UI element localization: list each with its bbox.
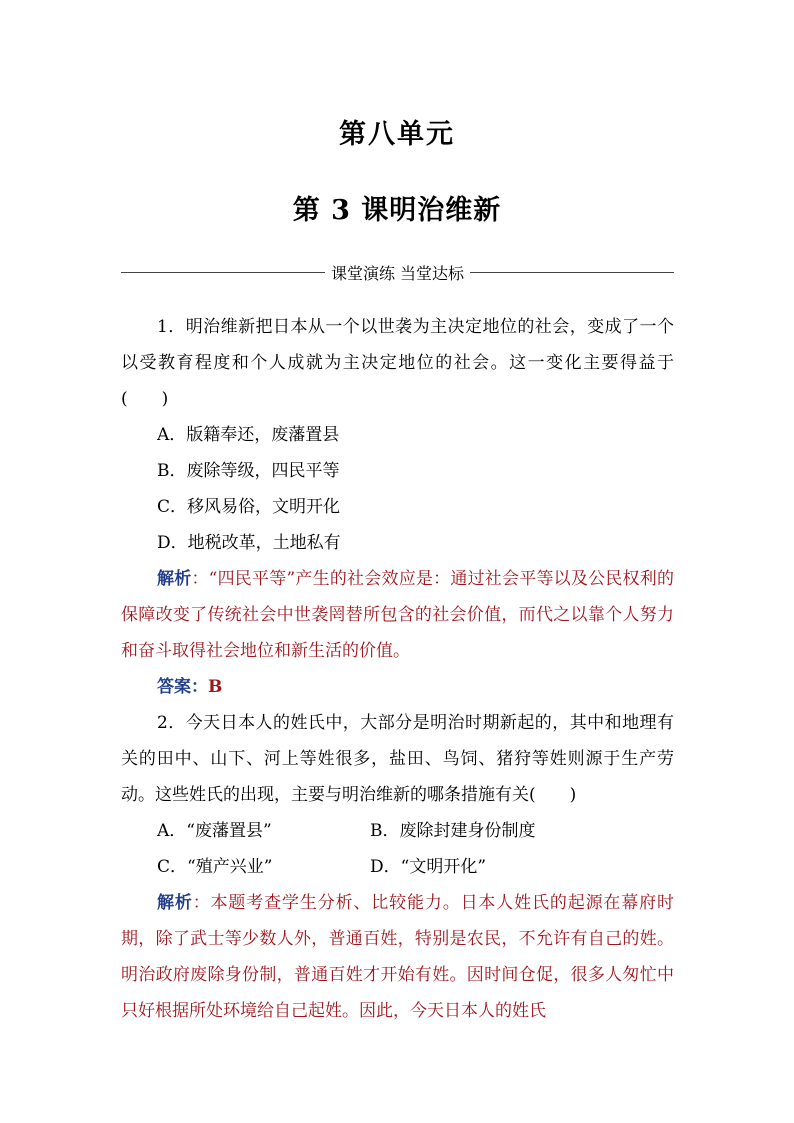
question-1-stem: 1．明治维新把日本从一个以世袭为主决定地位的社会，变成了一个以受教育程度和个人成就为主决定地位的社会。这一变化主要得益于( ) [121,317,674,409]
question-1-option-c: C．移风易俗，文明开化 [157,497,341,517]
question-1-option-b: B．废除等级，四民平等 [157,461,340,481]
analysis-text: ：“四民平等”产生的社会效应是：通过社会平等以及公民权利的保障改变了传统社会中世袭罔替所包含的社会价值，而代之以靠个人努力和奋斗取得社会地位和新生活的价值。 [121,569,675,661]
analysis-label: 解析 [157,569,192,589]
question-1-option-d: D．地税改革，土地私有 [157,533,341,553]
lesson-title: 第 3 课明治维新 [292,195,502,226]
unit-title: 第八单元 [339,119,455,150]
banner-label: 课堂演练 当堂达标 [330,263,465,283]
question-2-option-d: D．“文明开化” [370,857,487,877]
analysis-label: 解析 [157,893,193,913]
question-1-answer [121,669,674,705]
question-2-option-a: A．“废藩置县” [157,821,272,841]
banner-rule-left [121,272,325,273]
question-2-options-row-1 [121,813,674,849]
question-2-analysis [121,885,674,1029]
question-content [121,309,674,1029]
banner-rule-right [470,272,674,273]
question-2-option-c: C．“殖产兴业” [157,857,273,877]
answer-label: 答案： [157,677,208,697]
question-2-options-row-2 [121,849,674,885]
question-1-option-a: A．版籍奉还，废藩置县 [157,425,340,445]
question-2-stem: 2．今天日本人的姓氏中，大部分是明治时期新起的，其中和地理有关的田中、山下、河上等姓很多，盐田、鸟饲、猪狩等姓则源于生产劳动。这些姓氏的出现，主要与明治维新的哪条措施有关( ) [121,713,674,805]
answer-value: B [208,677,223,697]
question-1-analysis [121,561,674,669]
analysis-text: ：本题考查学生分析、比较能力。日本人姓氏的起源在幕府时期，除了武士等少数人外，普通百姓，特别是农民，不允许有自己的姓。明治政府废除身份制，普通百姓才开始有姓。因时间仓促，很多人匆忙中只好根据所处环境给自己起姓。因此，今天日本人的姓氏 [121,893,675,1021]
section-banner [121,262,674,282]
question-2-option-b: B．废除封建身份制度 [370,821,536,841]
